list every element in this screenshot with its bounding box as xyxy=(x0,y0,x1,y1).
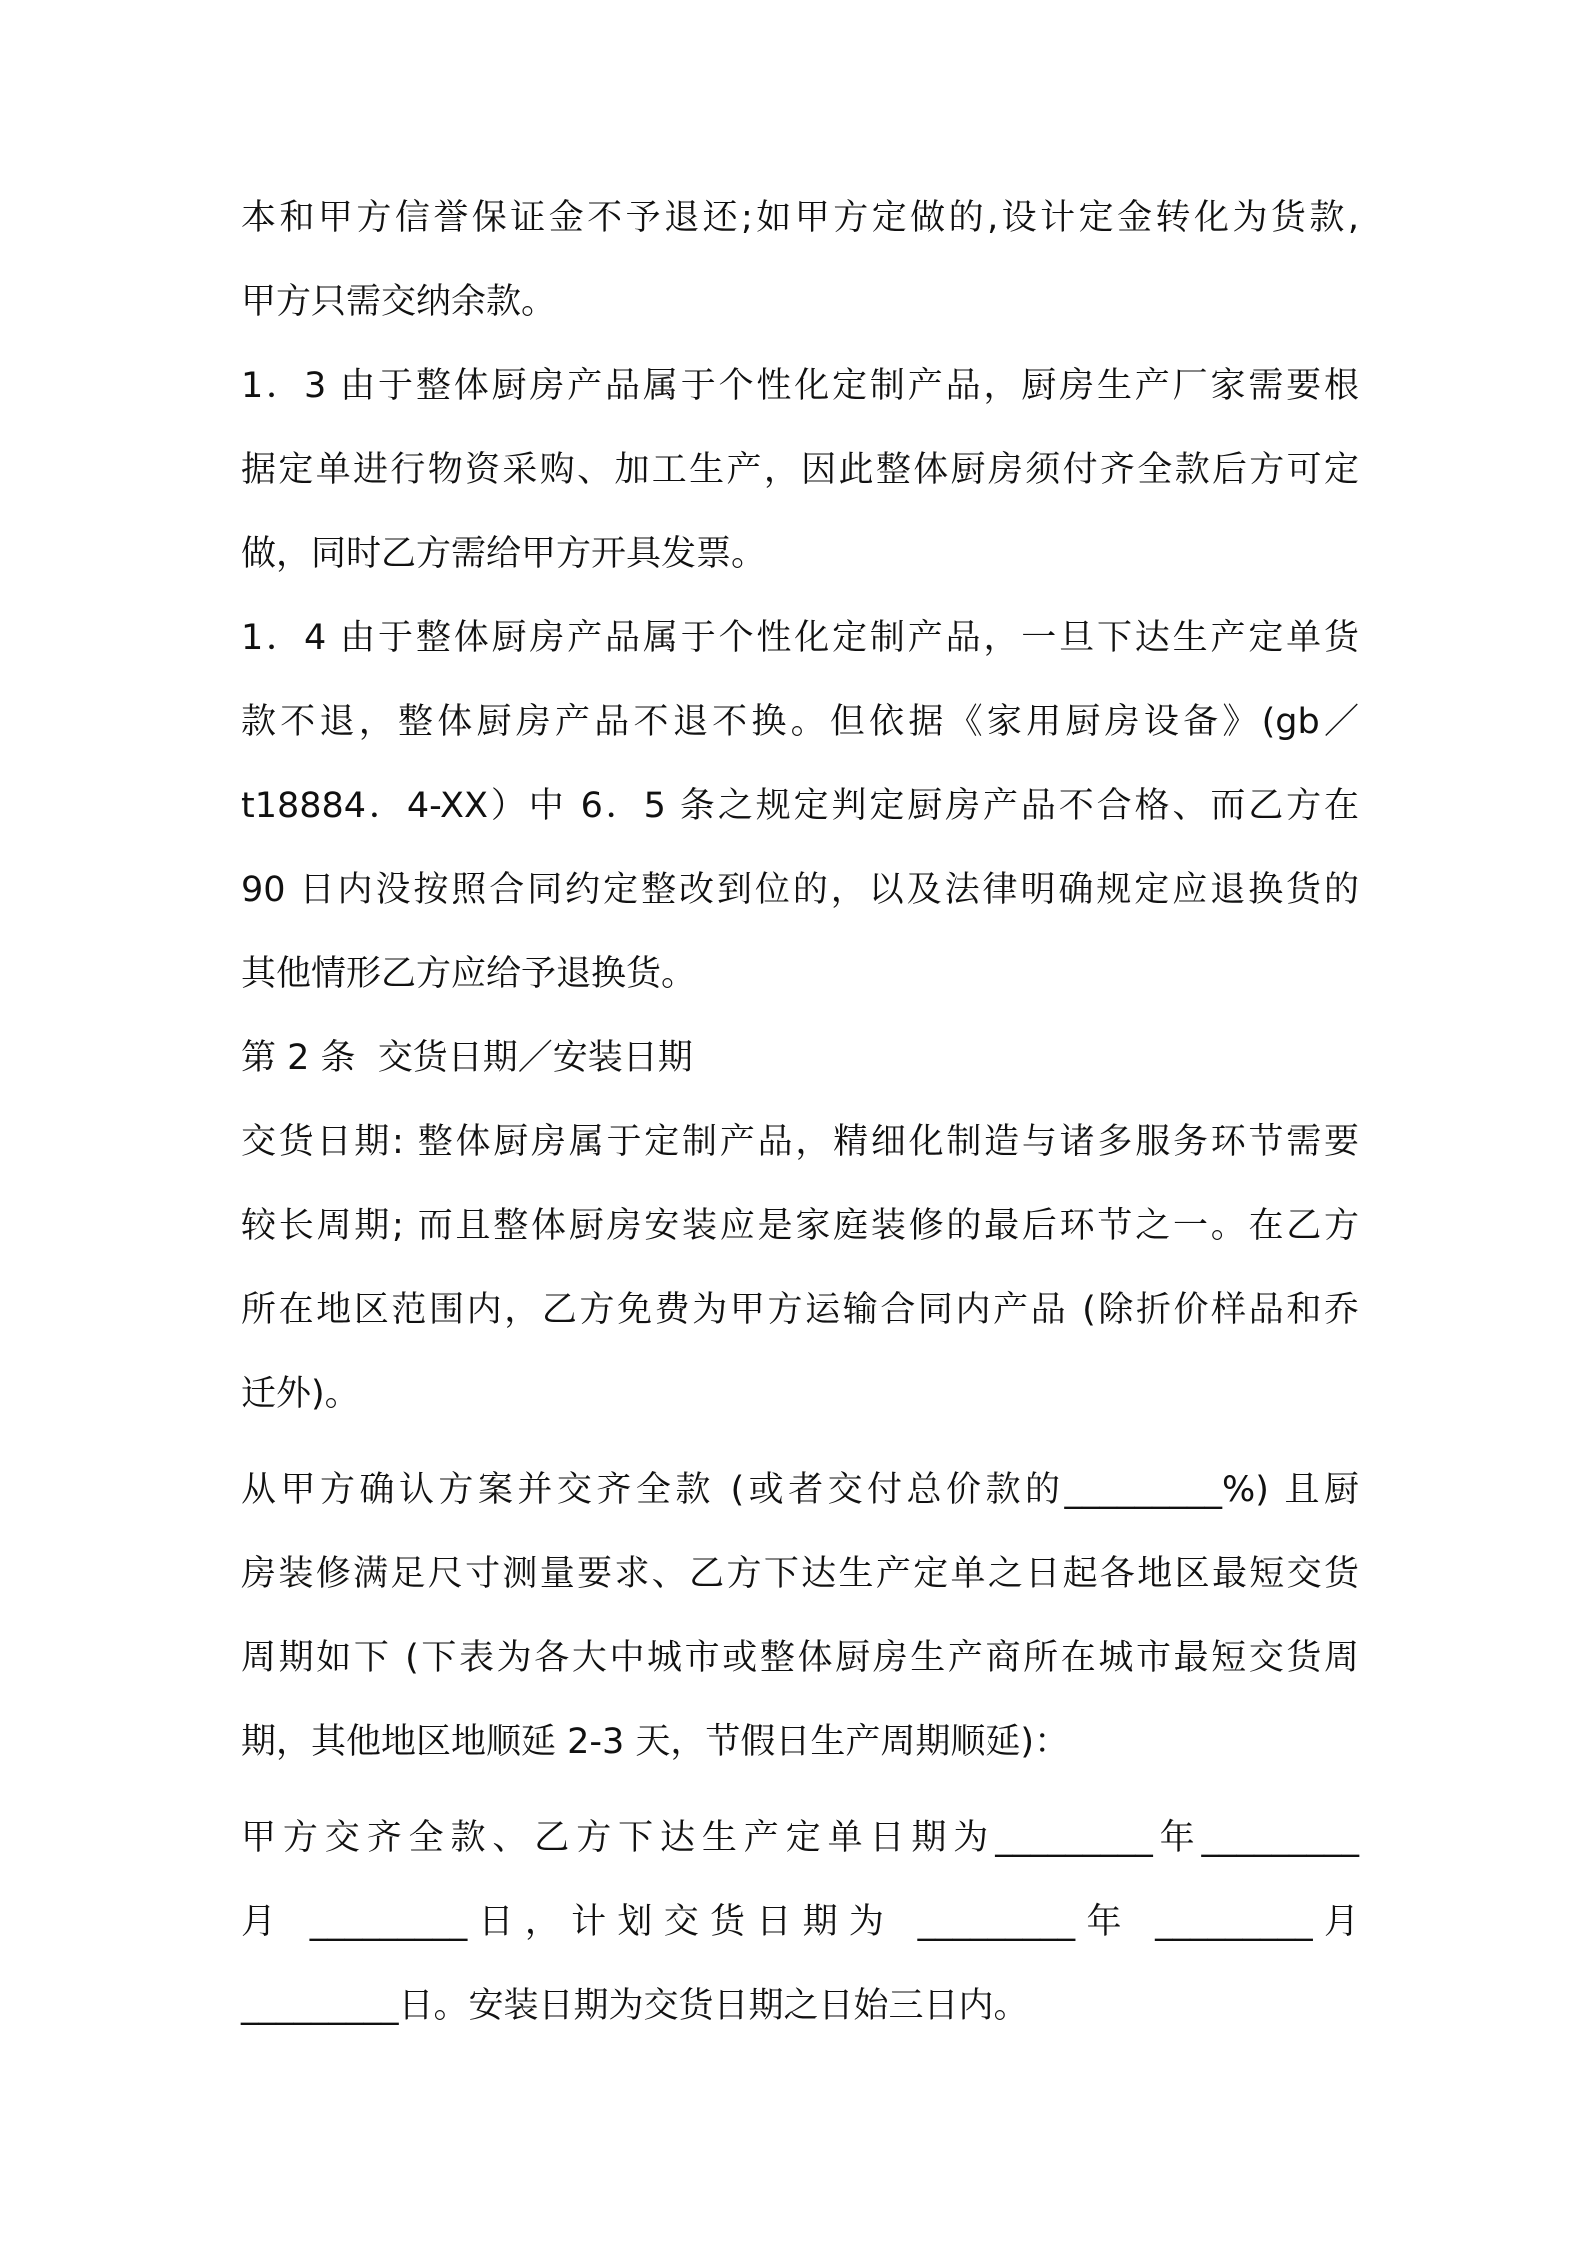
period-paragraph-line: 周期如下 (下表为各大中城市或整体厨房生产商所在城市最短交货周 xyxy=(241,1638,1359,1678)
section-heading: 第 2 条 交货日期／安装日期 xyxy=(241,1038,693,1078)
date-fill-line: 月 _________日，计划交货日期为 _________年 _________月 xyxy=(241,1902,1359,1942)
clause-1-3-line: 1．3 由于整体厨房产品属于个性化定制产品，厨房生产厂家需要根 xyxy=(241,366,1359,406)
delivery-paragraph-line: 交货日期: 整体厨房属于定制产品，精细化制造与诸多服务环节需要 xyxy=(241,1122,1359,1162)
delivery-paragraph-line: 迁外)。 xyxy=(241,1374,360,1414)
clause-1-3-line: 做，同时乙方需给甲方开具发票。 xyxy=(241,534,767,574)
date-fill-line: 甲方交齐全款、乙方下达生产定单日期为_________年_________ xyxy=(241,1818,1359,1858)
clause-1-4-line: t18884．4-XX）中 6．5 条之规定判定厨房产品不合格、而乙方在 xyxy=(241,786,1359,826)
period-paragraph-line: 从甲方确认方案并交齐全款 (或者交付总价款的_________%) 且厨 xyxy=(241,1470,1359,1510)
paragraph-line: 甲方只需交纳余款。 xyxy=(241,282,557,322)
delivery-paragraph-line: 所在地区范围内，乙方免费为甲方运输合同内产品 (除折价样品和乔 xyxy=(241,1290,1359,1330)
period-paragraph-line: 期，其他地区地顺延 2-3 天，节假日生产周期顺延)： xyxy=(241,1722,1070,1762)
clause-1-4-line: 其他情形乙方应给予退换货。 xyxy=(241,954,697,994)
paragraph-gap xyxy=(241,1784,1359,1796)
clause-1-3-line: 据定单进行物资采购、加工生产，因此整体厨房须付齐全款后方可定 xyxy=(241,450,1359,490)
period-paragraph-line: 房装修满足尺寸测量要求、乙方下达生产定单之日起各地区最短交货 xyxy=(241,1554,1359,1594)
document-body xyxy=(241,176,1359,2048)
paragraph-gap xyxy=(241,1436,1359,1448)
paragraph-line: 本和甲方信誉保证金不予退还;如甲方定做的,设计定金转化为货款, xyxy=(241,198,1359,238)
clause-1-4-line: 1．4 由于整体厨房产品属于个性化定制产品，一旦下达生产定单货 xyxy=(241,618,1359,658)
clause-1-4-line: 款不退，整体厨房产品不退不换。但依据《家用厨房设备》(gb／ xyxy=(241,702,1359,742)
delivery-paragraph-line: 较长周期; 而且整体厨房安装应是家庭装修的最后环节之一。在乙方 xyxy=(241,1206,1359,1246)
date-fill-line: _________日。安装日期为交货日期之日始三日内。 xyxy=(241,1986,1029,2026)
clause-1-4-line: 90 日内没按照合同约定整改到位的，以及法律明确规定应退换货的 xyxy=(241,870,1359,910)
